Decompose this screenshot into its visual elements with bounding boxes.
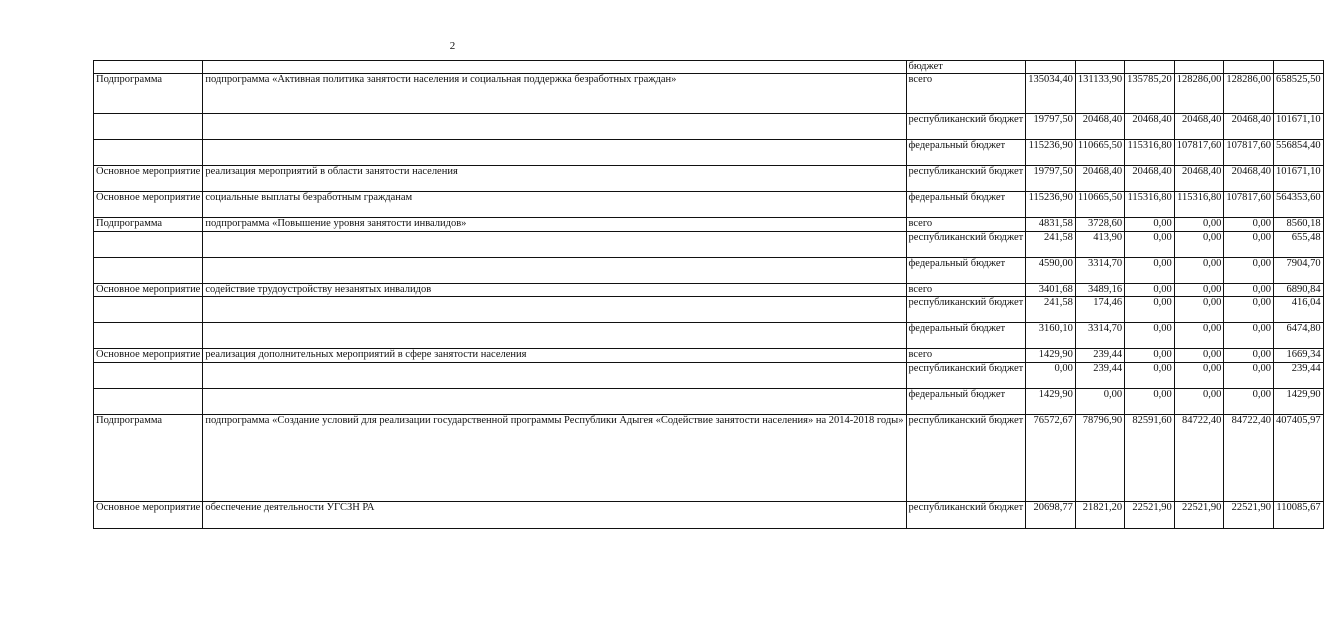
table-row [94,501,1324,528]
value-2015: 21821,20 [1082,501,1123,513]
value-total: 110085,67 [1276,501,1321,513]
value-total: 556854,40 [1275,140,1321,152]
source-cell: федеральный бюджет [906,323,1026,349]
value-2017: 20468,40 [1181,114,1222,126]
name-cell [203,388,906,414]
value-2014: 19797,50 [1033,166,1073,178]
value-2018: 20468,40 [1231,114,1271,126]
value-2016: 0,00 [1153,323,1172,335]
table-row [94,323,1324,349]
value-2014: 19797,50 [1033,114,1073,126]
value-2015: 413,90 [1093,231,1123,243]
value-2016: 0,00 [1153,257,1172,269]
value-2016: 0,00 [1153,218,1172,230]
value-2014: 115236,90 [1028,140,1073,152]
value-2014: 0,00 [1054,362,1073,374]
name-cell [203,61,906,74]
name-cell: реализация дополнительных мероприятий в сфере занятости населения [203,349,906,362]
status-cell: Основное мероприятие [94,501,203,528]
value-2016: 0,00 [1153,349,1172,361]
value-2014: 76572,67 [1033,414,1073,426]
value-2017: 0,00 [1202,362,1222,374]
value-total: 407405,97 [1275,414,1321,426]
source-cell: республиканский бюджет [906,362,1026,388]
status-cell [94,257,203,283]
table-row [94,257,1324,283]
table-row [94,140,1324,166]
value-2017: 0,00 [1202,388,1222,400]
value-2017: 128286,00 [1176,74,1222,86]
value-2016: 0,00 [1153,231,1172,243]
value-2015: 174,46 [1093,297,1123,309]
source-cell: федеральный бюджет [906,257,1026,283]
value-2016: 0,00 [1153,388,1172,400]
status-cell [94,140,203,166]
value-total: 101671,10 [1275,114,1321,126]
value-2017: 115316,80 [1177,192,1222,204]
source-cell: федеральный бюджет [906,192,1026,218]
value-2016: 115316,80 [1127,192,1172,204]
value-2018: 0,00 [1252,349,1271,361]
table-row [94,388,1324,414]
value-2015: 20468,40 [1082,166,1123,178]
value-2015: 20468,40 [1082,114,1123,126]
value-2014: 1429,90 [1038,349,1073,361]
table-row [94,166,1324,192]
status-cell [94,323,203,349]
name-cell [203,362,906,388]
name-cell [203,257,906,283]
value-2016: 115316,80 [1127,140,1172,152]
value-total: 6474,80 [1286,323,1321,335]
value-2014: 115236,90 [1028,192,1073,204]
value-2014: 4590,00 [1038,257,1073,269]
value-2015: 110665,50 [1077,192,1123,204]
name-cell [203,323,906,349]
source-cell: республиканский бюджет [906,114,1026,140]
name-cell: подпрограмма «Повышение уровня занятости инвалидов» [203,218,906,231]
value-2015: 131133,90 [1077,74,1123,86]
value-2016: 20468,40 [1132,166,1172,178]
status-cell [94,362,203,388]
table-row [94,297,1324,323]
status-cell: Подпрограмма [94,218,203,231]
value-total: 7904,70 [1286,257,1321,269]
value-2018: 0,00 [1252,231,1271,243]
value-total: 239,44 [1291,362,1321,374]
value-2016: 22521,90 [1132,501,1172,513]
status-cell [94,61,203,74]
value-2018: 0,00 [1252,297,1271,309]
source-cell: республиканский бюджет [906,501,1026,528]
value-2016: 0,00 [1153,283,1172,295]
value-2017: 0,00 [1202,231,1222,243]
table-row [94,414,1324,501]
value-2018: 0,00 [1252,257,1271,269]
name-cell: подпрограмма «Активная политика занятости населения и социальная поддержка безработных граждан» [203,74,906,114]
source-cell: бюджет [906,61,1026,74]
name-cell [203,114,906,140]
value-2018: 107817,60 [1226,192,1271,204]
status-cell [94,388,203,414]
value-2018: 0,00 [1252,388,1271,400]
value-2017: 84722,40 [1181,414,1222,426]
table-row [94,61,1324,74]
status-cell: Основное мероприятие [94,166,203,192]
value-2015: 3314,70 [1087,257,1123,269]
value-total: 1429,90 [1286,388,1321,400]
name-cell [203,231,906,257]
table-row [94,231,1324,257]
value-2017: 0,00 [1202,257,1222,269]
value-2016: 0,00 [1153,362,1172,374]
value-2017: 0,00 [1202,323,1222,335]
table-row [94,218,1324,231]
value-total: 1669,34 [1286,349,1321,361]
table-row [94,362,1324,388]
status-cell [94,114,203,140]
status-cell: Основное мероприятие [94,349,203,362]
source-cell: всего [906,74,1026,114]
value-2014: 20698,77 [1033,501,1073,513]
value-2014: 3160,10 [1038,323,1073,335]
value-2017: 20468,40 [1181,166,1222,178]
source-cell: всего [906,349,1026,362]
value-total: 658525,50 [1275,74,1321,86]
source-cell: всего [906,218,1026,231]
value-2014: 3401,68 [1038,283,1073,295]
value-2015: 78796,90 [1082,414,1123,426]
value-2014: 241,58 [1043,297,1073,309]
value-2016: 135785,20 [1127,74,1172,86]
value-total: 101671,10 [1275,166,1321,178]
status-cell: Подпрограмма [94,74,203,114]
value-2014: 4831,58 [1038,218,1073,230]
status-cell [94,297,203,323]
value-2017: 22521,90 [1181,501,1222,513]
value-2016: 82591,60 [1132,414,1172,426]
value-2014: 1429,90 [1038,388,1073,400]
table-row [94,74,1324,114]
name-cell: содействие трудоустройству незанятых инвалидов [203,283,906,296]
value-2018: 0,00 [1252,362,1271,374]
value-2014: 241,58 [1043,231,1073,243]
name-cell: реализация мероприятий в области занятости населения [203,166,906,192]
value-2016: 0,00 [1153,297,1172,309]
status-cell: Основное мероприятие [94,283,203,296]
value-2018: 0,00 [1252,283,1271,295]
name-cell: подпрограмма «Создание условий для реализации государственной программы Республики Адыгея «Содействие занятости населения» на 2014-2018 годы» [203,414,906,501]
value-2015: 0,00 [1103,388,1123,400]
value-2018: 20468,40 [1231,166,1271,178]
value-2017: 0,00 [1202,283,1222,295]
source-cell: федеральный бюджет [906,388,1026,414]
value-2018: 107817,60 [1226,140,1271,152]
source-cell: республиканский бюджет [906,297,1026,323]
status-cell [94,231,203,257]
value-2015: 3314,70 [1087,323,1123,335]
value-2015: 3728,60 [1087,218,1123,230]
value-2015: 110665,50 [1077,140,1123,152]
value-2015: 3489,16 [1087,283,1123,295]
value-total: 564353,60 [1275,192,1321,204]
value-2017: 0,00 [1202,218,1222,230]
value-2018: 128286,00 [1226,74,1271,86]
value-2018: 0,00 [1252,323,1271,335]
table-row [94,349,1324,362]
source-cell: федеральный бюджет [906,140,1026,166]
status-cell: Основное мероприятие [94,192,203,218]
value-2015: 239,44 [1093,362,1123,374]
value-2015: 239,44 [1093,349,1123,361]
source-cell: всего [906,283,1026,296]
table-row [94,283,1324,296]
budget-table [93,60,1324,529]
value-total: 6890,84 [1286,283,1321,295]
name-cell [203,297,906,323]
value-total: 8560,18 [1286,218,1321,230]
value-total: 655,48 [1291,231,1321,243]
table-row [94,114,1324,140]
page-number: 2 [449,40,456,52]
value-2018: 22521,90 [1231,501,1271,513]
value-2017: 0,00 [1202,349,1222,361]
source-cell: республиканский бюджет [906,414,1026,501]
value-2017: 0,00 [1202,297,1222,309]
name-cell: обеспечение деятельности УГСЗН РА [203,501,906,528]
source-cell: республиканский бюджет [906,231,1026,257]
name-cell: социальные выплаты безработным гражданам [203,192,906,218]
value-2014: 135034,40 [1028,74,1073,86]
value-total: 416,04 [1291,297,1321,309]
table-row [94,192,1324,218]
value-2017: 107817,60 [1176,140,1222,152]
source-cell: республиканский бюджет [906,166,1026,192]
status-cell: Подпрограмма [94,414,203,501]
value-2016: 20468,40 [1132,114,1172,126]
value-2018: 84722,40 [1231,414,1271,426]
value-2018: 0,00 [1252,218,1271,230]
name-cell [203,140,906,166]
